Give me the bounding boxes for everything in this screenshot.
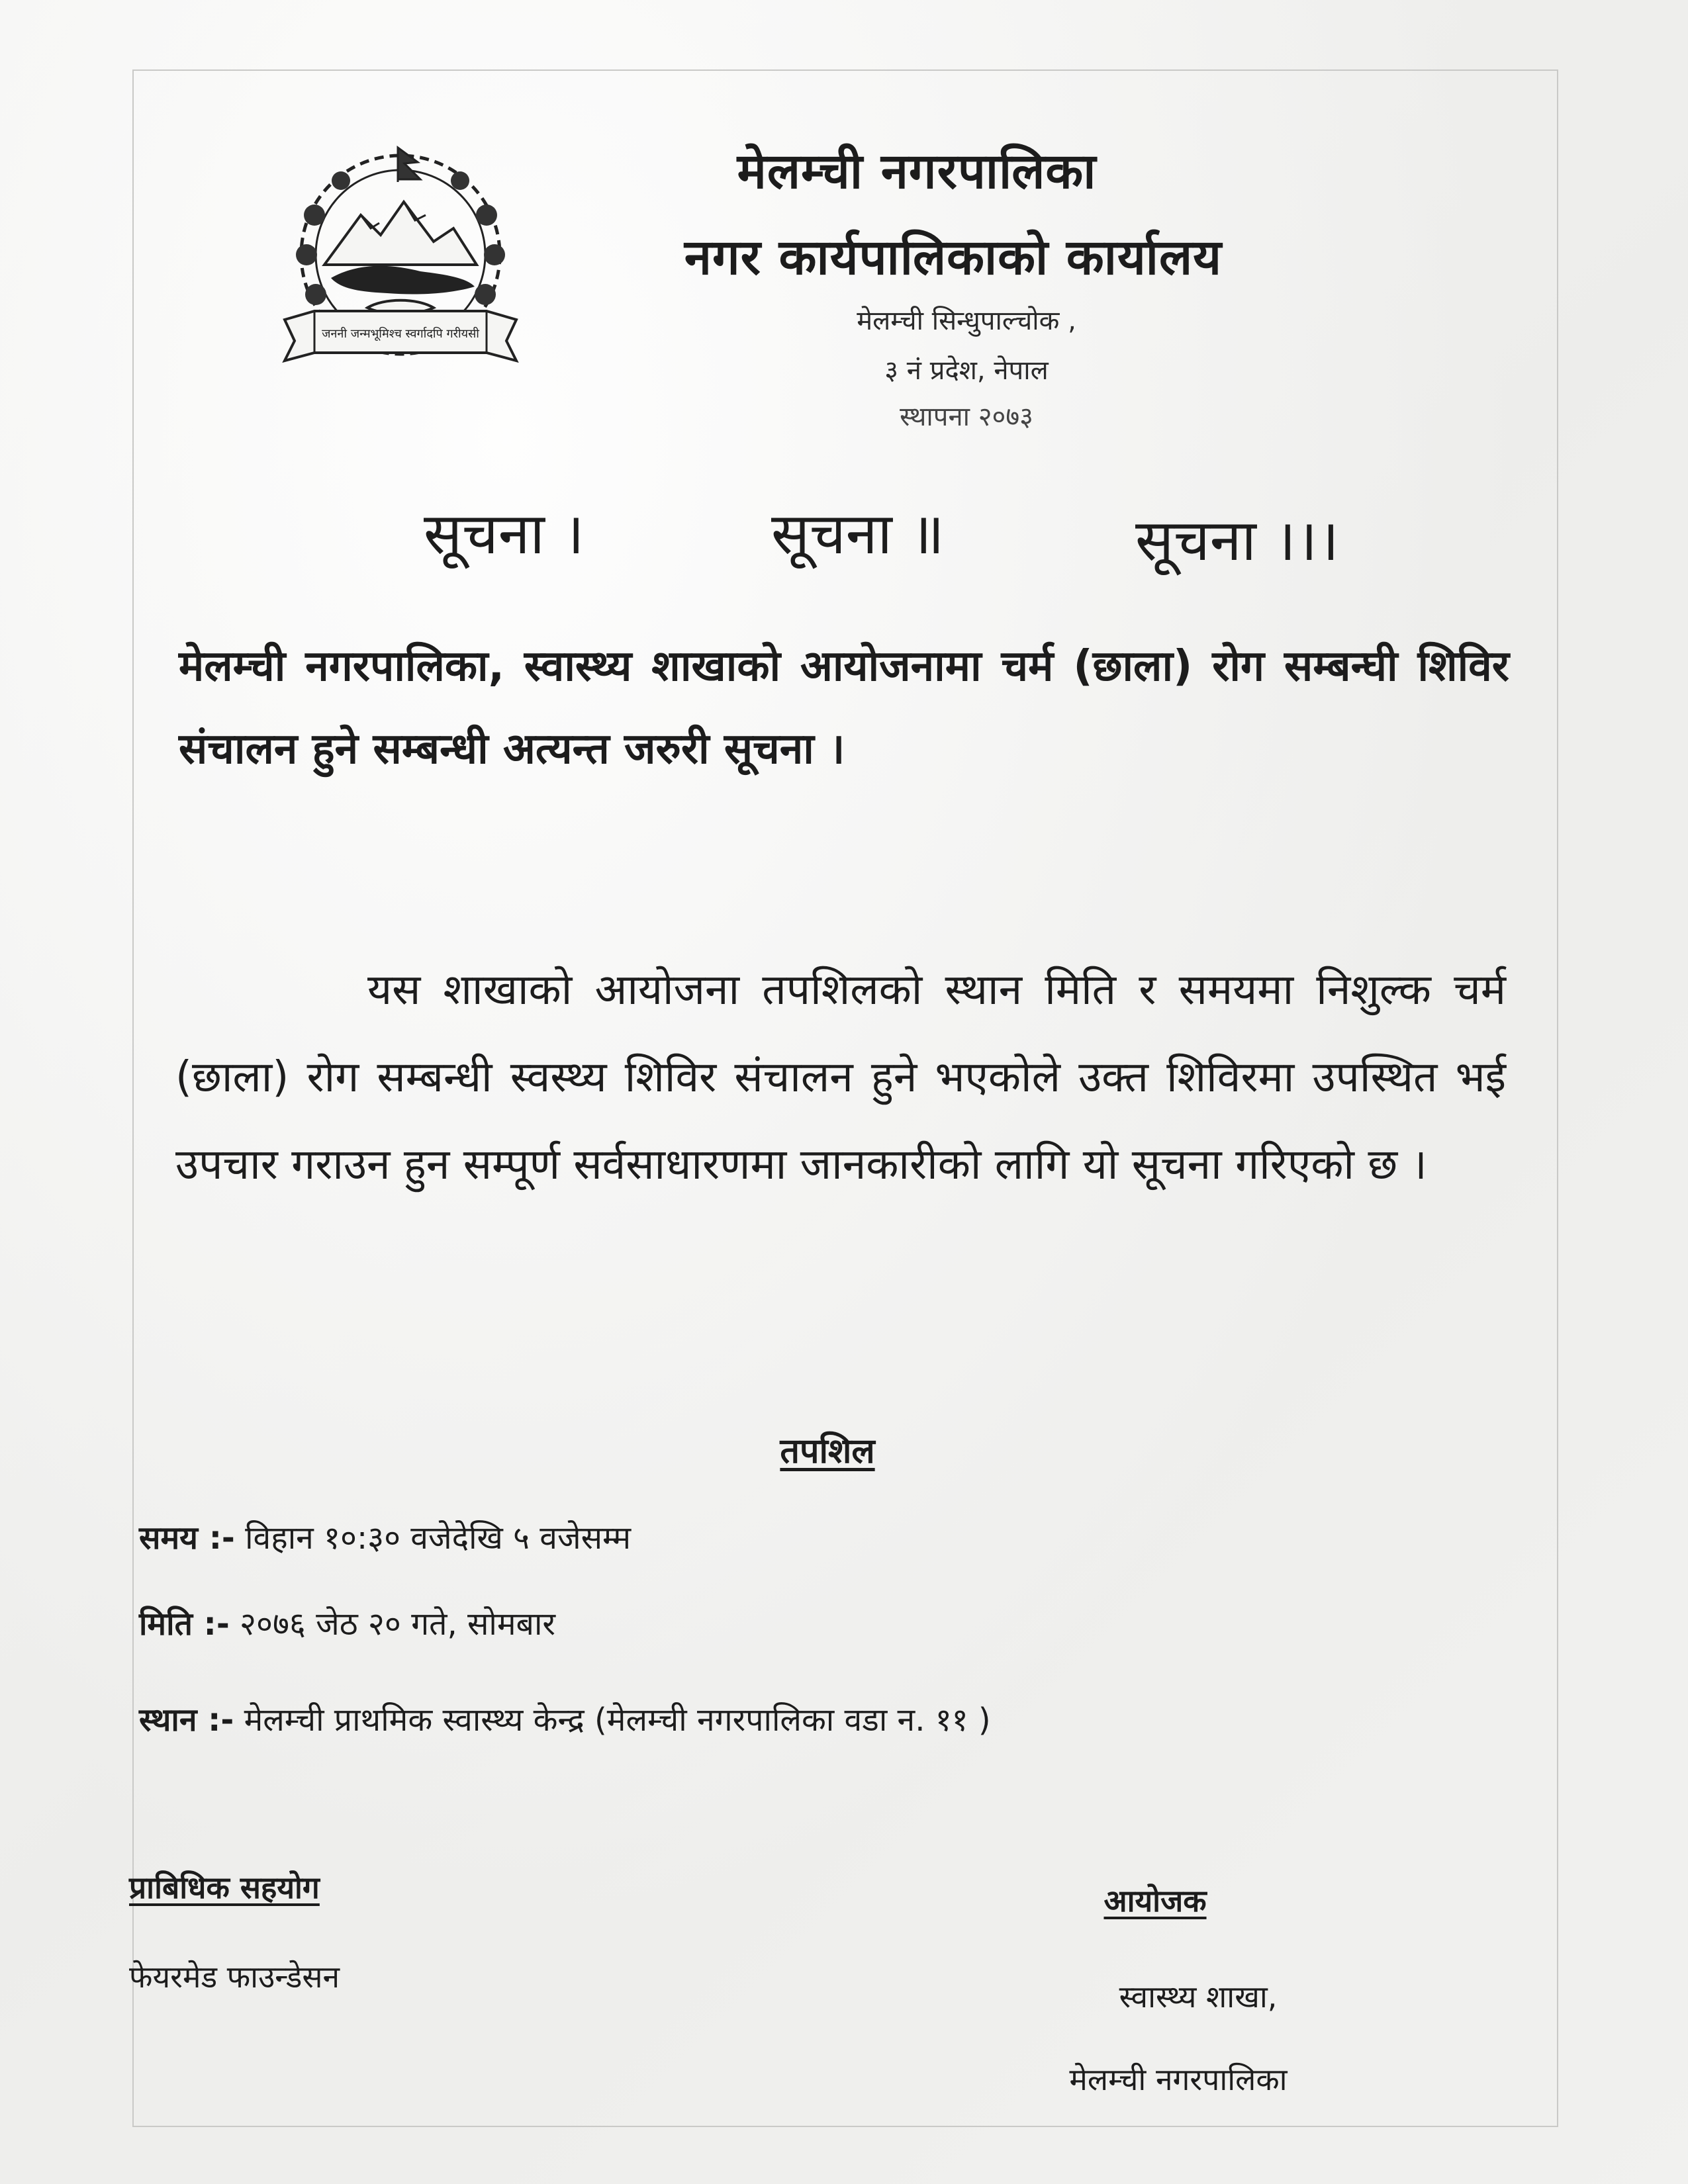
address-line-2: ३ नं प्रदेश, नेपाल	[884, 355, 1049, 386]
notice-headline: मेलम्ची नगरपालिका, स्वास्थ्य शाखाको आयोजनामा चर्म (छाला) रोग सम्बन्घी शिविर संचालन हुने सम्बन्धी अत्यन्त जरुरी सूचना ।	[179, 642, 1509, 774]
notice-body	[175, 946, 1506, 1208]
organizer-line-1: स्वास्थ्य शाखा,	[1119, 1979, 1278, 2015]
time-label: समय :-	[139, 1520, 235, 1557]
organizer-line-2: मेलम्ची नगरपालिका	[1069, 2062, 1288, 2097]
date-value: २०७६ जेठ २० गते, सोमबार	[240, 1606, 556, 1643]
support-name: फेयरमेड फाउन्डेसन	[129, 1959, 340, 1995]
details-title: तपशिल	[780, 1432, 875, 1471]
established-year: स्थापना २०७३	[900, 402, 1033, 432]
nepal-emblem-icon	[268, 142, 533, 381]
date-label: मिति :-	[139, 1606, 230, 1643]
place-value: मेलम्ची प्राथमिक स्वास्थ्य केन्द्र (मेलम्ची नगरपालिका वडा न. ११ )	[244, 1702, 991, 1739]
address-line-1: मेलम्ची सिन्धुपाल्चोक ,	[857, 306, 1076, 336]
notice-body-text: यस शाखाको आयोजना तपशिलको स्थान मिति र समयमा निशुल्क चर्म (छाला) रोग सम्बन्धी स्वस्थ्य शिविर संचालन हुने भएकोले उक्त शिविरमा उपस्थित भई उपचार गराउन हुन सम्पूर्ण सर्वसाधारणमा जानकारीको लागि यो सूचना गरिएको छ ।	[175, 966, 1506, 1189]
office-name: नगर कार्यपालिकाको कार्यालय	[684, 229, 1223, 286]
place-label: स्थान :-	[139, 1702, 234, 1739]
organizer-title: आयोजक	[1103, 1883, 1207, 1919]
detail-row-date	[139, 1602, 555, 1645]
detail-row-place	[139, 1698, 991, 1741]
org-name: मेलम्ची नगरपालिका	[737, 143, 1097, 200]
notice-word-2: सूचना ॥	[771, 501, 945, 567]
emblem-motto: जननी जन्मभूमिश्च स्वर्गादपि गरीयसी	[322, 327, 479, 341]
notice-word-3: सूचना ।।।	[1135, 508, 1339, 574]
support-title: प्राबिधिक सहयोग	[129, 1870, 320, 1905]
notice-word-1: सूचना ।	[424, 501, 585, 567]
time-value: विहान १०:३० वजेदेखि ५ वजेसम्म	[245, 1520, 632, 1557]
detail-row-time	[139, 1516, 631, 1559]
